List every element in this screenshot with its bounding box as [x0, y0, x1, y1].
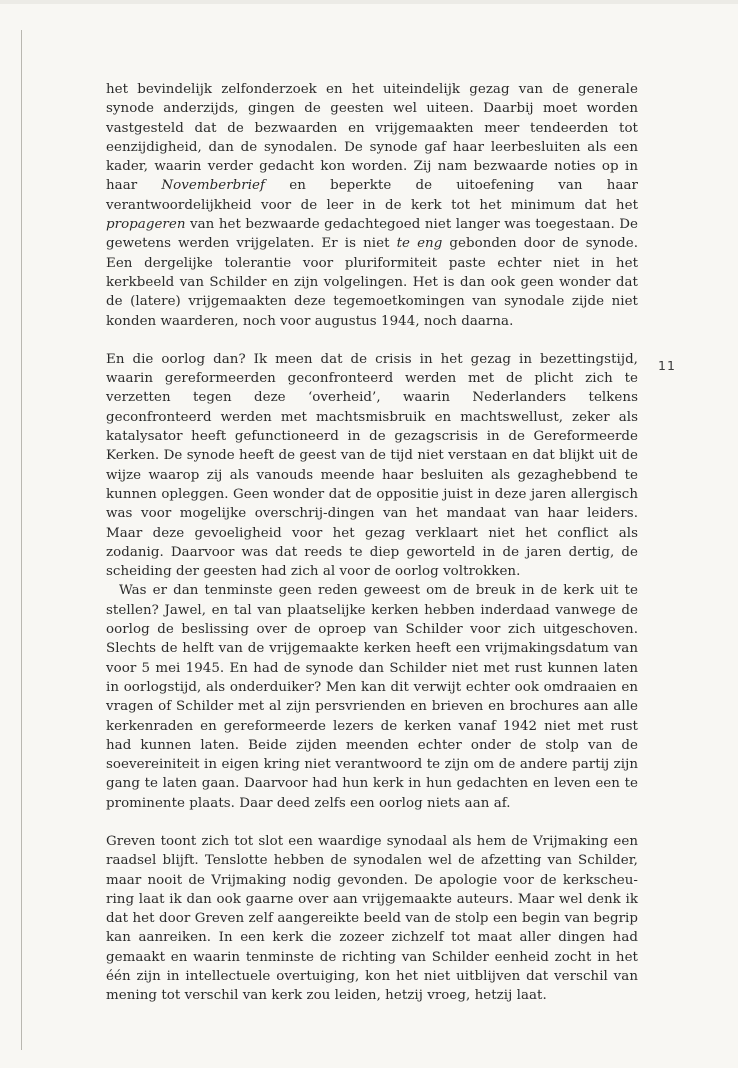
- page-number: 11: [658, 358, 676, 373]
- italic-term-propageren: propageren: [106, 217, 186, 233]
- italic-term-novemberbrief: Novemberbrief: [161, 178, 266, 194]
- paragraph-4: Greven toont zich tot slot een waardige synodaal als hem de Vrijmaking een raadsel blijft. Tenslotte hebben de synodalen wel de afzetting van Schilder, maar nooit de Vrijmaking nodig gevonden. De apologie voor de kerkscheu-ring laat ik dan ook gaarne over aan vrijgemaakte auteurs. Maar wel denk ik dat het door Greven zelf aangereikte beeld van de stolp een begin van begrip kan aanreiken. In een kerk die zozeer zichzelf tot maat aller dingen had gemaakt en waarin tenminste de richting van Schilder eenheid zocht in het één zijn in intellectuele overtuiging, kon het niet uitblijven dat verschil van mening tot verschil van kerk zou leiden, hetzij vroeg, hetzij laat.: [106, 833, 638, 1004]
- paragraph-2: En die oorlog dan? Ik meen dat de crisis in het gezag in bezettingstijd, waarin gereformeerden geconfronteerd werden met de plicht zich te verzetten tegen deze ‘overheid’, waarin Nederlanders telkens geconfronteerd werden met machtsmisbruik en machtswellust, zeker als katalysator heeft gefunctioneerd in de gezagscrisis in de Gereformeerde Kerken. De synode heeft de geest van de tijd niet verstaan en dat blijkt uit de wijze waarop zij als vanouds meende haar besluiten als gezaghebbend te kunnen opleggen. Geen wonder dat de oppositie juist in deze jaren allergisch was voor mogelijke overschrij-dingen van het mandaat van haar leiders. Maar deze gevoeligheid voor het gezag verklaart niet het conflict als zodanig. Daarvoor was dat reeds te diep geworteld in de jaren dertig, de scheiding der geesten had zich al voor de oorlog voltrokken.: [106, 351, 638, 580]
- scan-top-edge: [0, 0, 738, 4]
- paragraph-1: het bevindelijk zelfonderzoek en het uiteindelijk gezag van de generale synode anderzijds, gingen de geesten wel uiteen. Daarbij moet worden vastgesteld dat de bezwaarden en vrijgemaakten meer tendeerden tot eenzijdigheid, dan de synodalen. De synode gaf haar leerbesluiten als een kader, waarin verder gedacht kon worden. Zij nam bezwaarde noties op in haar Novemberbrief en beperkte de uitoefening van haar verantwoordelijkheid voor de leer in de kerk tot het minimum dat het propageren van het bezwaarde gedachtegoed niet langer was toegestaan. De gewetens werden vrijgelaten. Er is niet te eng gebonden door de synode. Een dergelijke tolerantie voor pluriformiteit paste echter niet in het kerkbeeld van Schilder en zijn volgelingen. Het is dan ook geen wonder dat de (latere) vrijgemaakten deze tegemoetkomingen van synodale zijde niet konden waarderen, noch voor augustus 1944, noch daarna.: [106, 82, 639, 329]
- scan-binding-edge: [21, 30, 22, 1050]
- body-text: [106, 80, 638, 1006]
- paragraph-3: Was er dan tenminste geen reden geweest om de breuk in de kerk uit te stellen? Jawel, en tal van plaatselijke kerken hebben inderdaad vanwege de oorlog de beslissing over de oproep van Schilder voor zich uitgeschoven. Slechts de helft van de vrijgemaakte kerken heeft een vrijmakingsdatum van voor 5 mei 1945. En had de synode dan Schilder niet met rust kunnen laten in oorlogstijd, als onderduiker? Men kan dit verwijt echter ook omdraaien en vragen of Schilder met al zijn persvrienden en brieven en brochures aan alle kerkenraden en gereformeerde lezers de kerken vanaf 1942 niet met rust had kunnen laten. Beide zijden meenden echter onder de stolp van de soevereiniteit in eigen kring niet verantwoord te zijn om de andere partij zijn gang te laten gaan. Daarvoor had hun kerk in hun gedachten en leven een te prominente plaats. Daar deed zelfs een oorlog niets aan af.: [106, 583, 638, 811]
- italic-term-te-eng: te eng: [396, 236, 443, 252]
